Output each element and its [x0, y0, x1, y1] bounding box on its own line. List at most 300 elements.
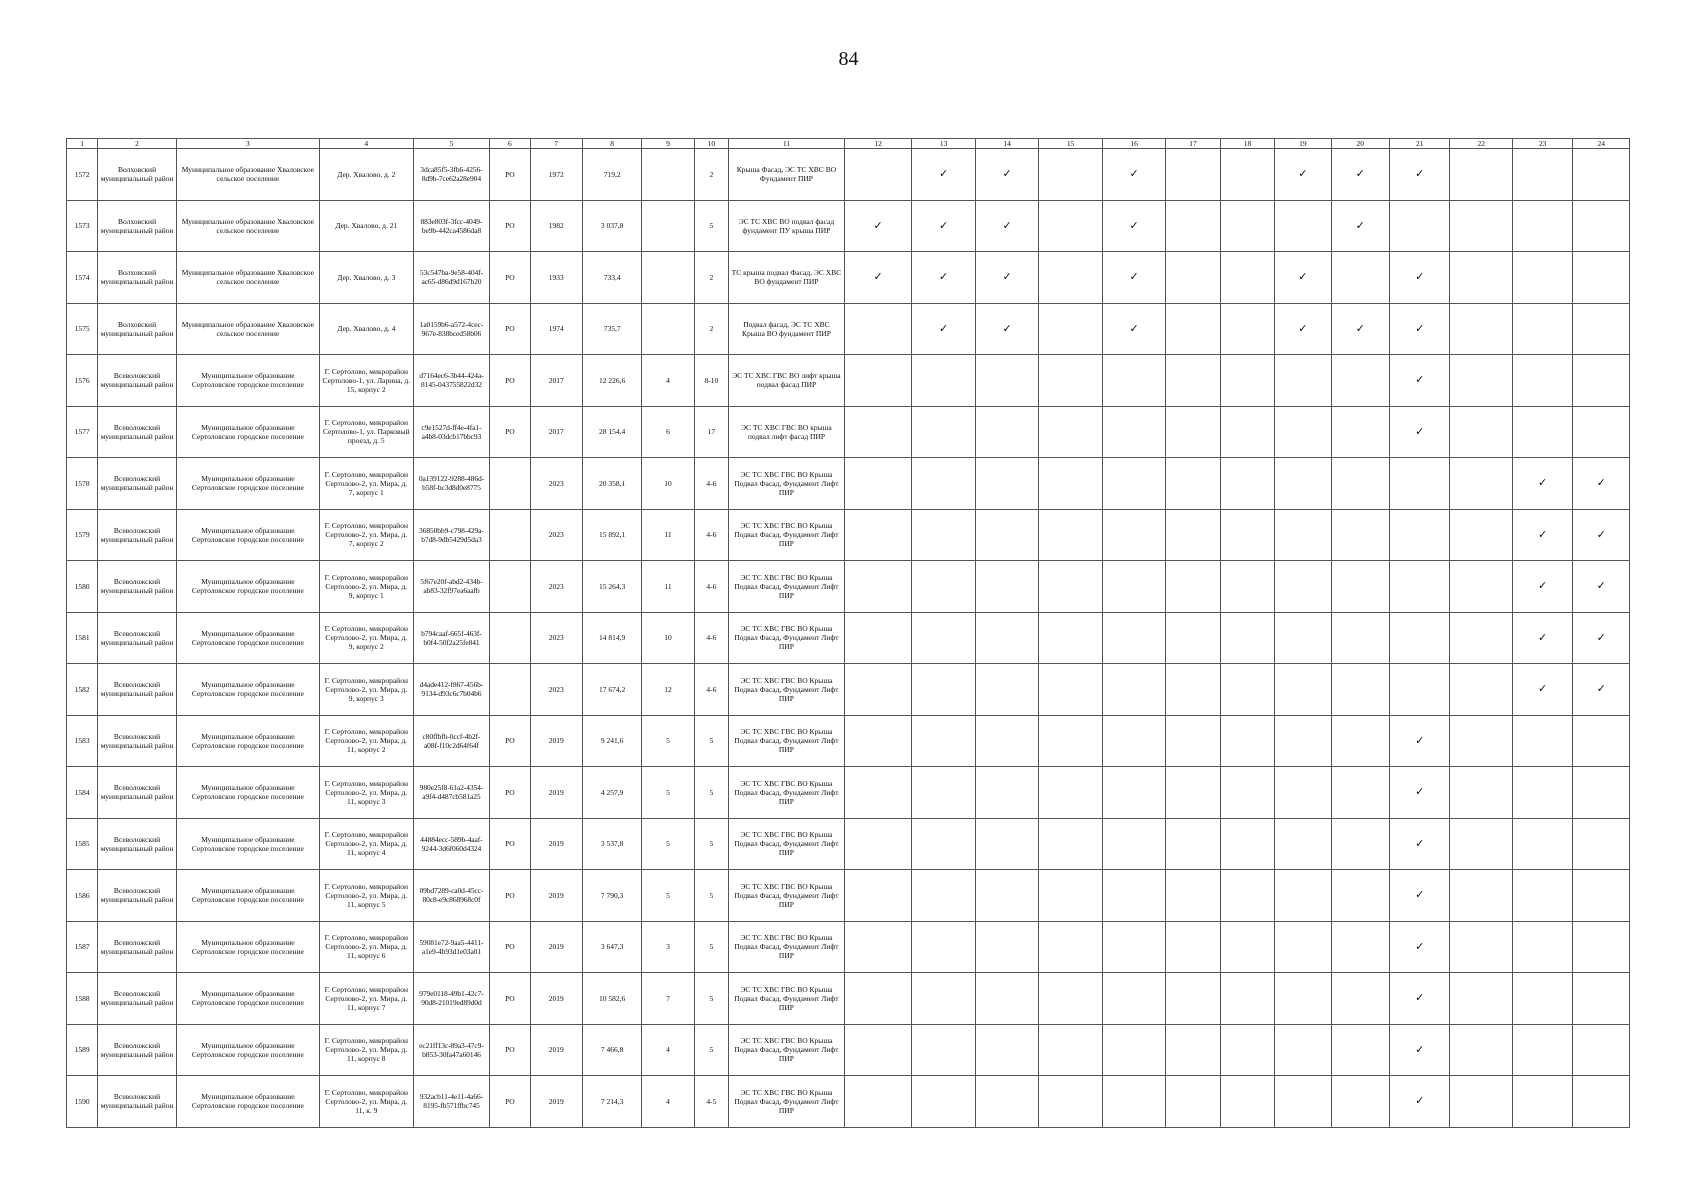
work-type-cell-col-16 — [1102, 870, 1165, 922]
work-type-cell-col-16 — [1102, 303, 1165, 355]
building-guid-cell: 53c547ba-9e58-404f-ac65-d86d9d167b20 — [413, 252, 490, 304]
work-type-cell-col-12 — [844, 303, 912, 355]
work-type-cell-col-17 — [1166, 509, 1220, 561]
work-type-cell-col-22 — [1450, 355, 1512, 407]
district-cell: Всеволожский муниципальный район — [98, 509, 177, 561]
work-type-cell-col-13 — [912, 303, 975, 355]
work-type-cell-col-20 — [1331, 664, 1389, 716]
work-type-cell-col-18 — [1220, 612, 1274, 664]
area-cell: 4 257,9 — [582, 767, 641, 819]
year-built-cell: 1982 — [530, 200, 582, 252]
row-number: 1582 — [67, 664, 98, 716]
work-type-cell-col-23 — [1512, 200, 1572, 252]
work-type-cell-col-20 — [1331, 149, 1389, 201]
floors-cell: 4-6 — [694, 509, 728, 561]
work-type-cell-col-18 — [1220, 252, 1274, 304]
area-cell: 17 674,2 — [582, 664, 641, 716]
table-row — [67, 1076, 1630, 1128]
municipality-cell: Муниципальное образование Сертоловское городское поселение — [176, 509, 319, 561]
check-mark-icon: ✓ — [939, 321, 949, 335]
work-type-cell-col-13 — [912, 921, 975, 973]
works-list-cell: ЭС ТС ХВС ГВС ВО Крыша Подвал Фасад, Фундамент Лифт ПИР — [729, 973, 845, 1025]
work-type-cell-col-12 — [844, 921, 912, 973]
work-type-cell-col-22 — [1450, 664, 1512, 716]
floors-cell: 2 — [694, 303, 728, 355]
work-type-cell-col-17 — [1166, 406, 1220, 458]
area-cell: 7 790,3 — [582, 870, 641, 922]
row-number: 1581 — [67, 612, 98, 664]
area-cell: 28 154,4 — [582, 406, 641, 458]
work-type-cell-col-17 — [1166, 200, 1220, 252]
type-cell: PO — [490, 303, 530, 355]
row-number: 1574 — [67, 252, 98, 304]
district-cell: Всеволожский муниципальный район — [98, 355, 177, 407]
type-cell: PO — [490, 1024, 530, 1076]
works-list-cell: ЭС ТС ХВС ГВС ВО Крыша Подвал Фасад, Фундамент Лифт ПИР — [729, 715, 845, 767]
column-9-cell — [642, 200, 694, 252]
work-type-cell-col-15 — [1039, 664, 1102, 716]
building-guid-cell: 59081e72-9aa5-4411-a1e9-4b93d1e03a01 — [413, 921, 490, 973]
work-type-cell-col-15 — [1039, 252, 1102, 304]
municipality-cell: Муниципальное образование Сертоловское городское поселение — [176, 458, 319, 510]
work-type-cell-col-16 — [1102, 612, 1165, 664]
work-type-cell-col-14 — [975, 1024, 1038, 1076]
type-cell: PO — [490, 921, 530, 973]
check-mark-icon: ✓ — [1298, 167, 1308, 181]
work-type-cell-col-21 — [1390, 458, 1450, 510]
work-type-cell-col-19 — [1275, 767, 1331, 819]
municipality-cell: Муниципальное образование Сертоловское городское поселение — [176, 1076, 319, 1128]
municipality-cell: Муниципальное образование Сертоловское городское поселение — [176, 612, 319, 664]
district-cell: Всеволожский муниципальный район — [98, 715, 177, 767]
work-type-cell-col-21 — [1390, 1076, 1450, 1128]
work-type-cell-col-17 — [1166, 149, 1220, 201]
year-built-cell: 2019 — [530, 973, 582, 1025]
work-type-cell-col-15 — [1039, 561, 1102, 613]
check-mark-icon: ✓ — [1002, 321, 1012, 335]
work-type-cell-col-22 — [1450, 818, 1512, 870]
work-type-cell-col-21 — [1390, 1024, 1450, 1076]
municipality-cell: Муниципальное образование Сертоловское городское поселение — [176, 818, 319, 870]
check-mark-icon: ✓ — [1596, 579, 1606, 593]
area-cell: 9 241,6 — [582, 715, 641, 767]
column-number-header — [67, 139, 1630, 149]
year-built-cell: 2017 — [530, 406, 582, 458]
type-cell: PO — [490, 818, 530, 870]
floors-cell: 8-10 — [694, 355, 728, 407]
type-cell — [490, 664, 530, 716]
work-type-cell-col-13 — [912, 1076, 975, 1128]
work-type-cell-col-15 — [1039, 1024, 1102, 1076]
work-type-cell-col-18 — [1220, 818, 1274, 870]
work-type-cell-col-20 — [1331, 355, 1389, 407]
header-row — [67, 139, 1630, 149]
work-type-cell-col-18 — [1220, 458, 1274, 510]
check-mark-icon: ✓ — [1538, 527, 1548, 541]
district-cell: Всеволожский муниципальный район — [98, 973, 177, 1025]
floors-cell: 2 — [694, 149, 728, 201]
table-row — [67, 664, 1630, 716]
work-type-cell-col-18 — [1220, 149, 1274, 201]
column-9-cell — [642, 149, 694, 201]
area-cell: 12 226,6 — [582, 355, 641, 407]
row-number: 1583 — [67, 715, 98, 767]
work-type-cell-col-23 — [1512, 1076, 1572, 1128]
works-list-cell: ЭС ТС ХВС ГВС ВО лифт крыша подвал фасад ПИР — [729, 355, 845, 407]
work-type-cell-col-21 — [1390, 252, 1450, 304]
district-cell: Всеволожский муниципальный район — [98, 921, 177, 973]
work-type-cell-col-24 — [1573, 200, 1630, 252]
work-type-cell-col-12 — [844, 355, 912, 407]
check-mark-icon: ✓ — [1415, 785, 1425, 799]
year-built-cell: 2023 — [530, 458, 582, 510]
work-type-cell-col-20 — [1331, 921, 1389, 973]
area-cell: 20 358,1 — [582, 458, 641, 510]
floors-cell: 5 — [694, 921, 728, 973]
work-type-cell-col-12 — [844, 149, 912, 201]
work-type-cell-col-12 — [844, 870, 912, 922]
district-cell: Всеволожский муниципальный район — [98, 458, 177, 510]
work-type-cell-col-24 — [1573, 458, 1630, 510]
address-cell: Г. Сертолово, микрорайон Сертолово-2, ул. Мира, д. 9, корпус 2 — [319, 612, 413, 664]
work-type-cell-col-14 — [975, 715, 1038, 767]
work-type-cell-col-13 — [912, 1024, 975, 1076]
page-number: 84 — [838, 48, 859, 70]
work-type-cell-col-15 — [1039, 612, 1102, 664]
work-type-cell-col-22 — [1450, 458, 1512, 510]
work-type-cell-col-13 — [912, 458, 975, 510]
building-guid-cell: c80ffbfb-0ccf-4b2f-a08f-f10c2d64f64f — [413, 715, 490, 767]
check-mark-icon: ✓ — [1355, 321, 1365, 335]
district-cell: Всеволожский муниципальный район — [98, 612, 177, 664]
work-type-cell-col-14 — [975, 355, 1038, 407]
check-mark-icon: ✓ — [1415, 167, 1425, 181]
work-type-cell-col-18 — [1220, 561, 1274, 613]
work-type-cell-col-15 — [1039, 149, 1102, 201]
check-mark-icon: ✓ — [939, 167, 949, 181]
address-cell: Г. Сертолово, микрорайон Сертолово-2, ул. Мира, д. 11, корпус 5 — [319, 870, 413, 922]
building-guid-cell: 3dca85f5-3fb6-4256-8d9b-7ce62a28e904 — [413, 149, 490, 201]
work-type-cell-col-14 — [975, 303, 1038, 355]
floors-cell: 17 — [694, 406, 728, 458]
year-built-cell: 2019 — [530, 1024, 582, 1076]
work-type-cell-col-22 — [1450, 406, 1512, 458]
work-type-cell-col-24 — [1573, 921, 1630, 973]
work-type-cell-col-15 — [1039, 355, 1102, 407]
address-cell: Г. Сертолово, микрорайон Сертолово-2, ул. Мира, д. 11, корпус 4 — [319, 818, 413, 870]
column-9-cell: 5 — [642, 870, 694, 922]
check-mark-icon: ✓ — [1596, 476, 1606, 490]
work-type-cell-col-15 — [1039, 509, 1102, 561]
district-cell: Всеволожский муниципальный район — [98, 870, 177, 922]
work-type-cell-col-23 — [1512, 303, 1572, 355]
work-type-cell-col-23 — [1512, 921, 1572, 973]
work-type-cell-col-22 — [1450, 252, 1512, 304]
column-number-2: 2 — [98, 139, 177, 149]
year-built-cell: 2017 — [530, 355, 582, 407]
work-type-cell-col-20 — [1331, 303, 1389, 355]
work-type-cell-col-23 — [1512, 149, 1572, 201]
work-type-cell-col-15 — [1039, 1076, 1102, 1128]
column-number-1: 1 — [67, 139, 98, 149]
work-type-cell-col-18 — [1220, 1076, 1274, 1128]
work-type-cell-col-16 — [1102, 200, 1165, 252]
address-cell: Г. Сертолово, микрорайон Сертолово-2, ул. Мира, д. 11, корпус 2 — [319, 715, 413, 767]
work-type-cell-col-20 — [1331, 252, 1389, 304]
row-number: 1573 — [67, 200, 98, 252]
work-type-cell-col-13 — [912, 973, 975, 1025]
address-cell: Г. Сертолово, микрорайон Сертолово-2, ул. Мира, д. 11, корпус 7 — [319, 973, 413, 1025]
work-type-cell-col-14 — [975, 406, 1038, 458]
district-cell: Волховский муниципальный район — [98, 252, 177, 304]
work-type-cell-col-14 — [975, 252, 1038, 304]
work-type-cell-col-17 — [1166, 612, 1220, 664]
check-mark-icon: ✓ — [1415, 424, 1425, 438]
work-type-cell-col-24 — [1573, 1076, 1630, 1128]
work-type-cell-col-15 — [1039, 818, 1102, 870]
type-cell: PO — [490, 200, 530, 252]
work-type-cell-col-15 — [1039, 973, 1102, 1025]
floors-cell: 4-6 — [694, 458, 728, 510]
table-row — [67, 149, 1630, 201]
work-type-cell-col-18 — [1220, 509, 1274, 561]
row-number: 1585 — [67, 818, 98, 870]
work-type-cell-col-17 — [1166, 767, 1220, 819]
work-type-cell-col-19 — [1275, 355, 1331, 407]
work-type-cell-col-21 — [1390, 767, 1450, 819]
work-type-cell-col-22 — [1450, 870, 1512, 922]
work-type-cell-col-21 — [1390, 921, 1450, 973]
work-type-cell-col-19 — [1275, 561, 1331, 613]
check-mark-icon: ✓ — [1415, 888, 1425, 902]
work-type-cell-col-13 — [912, 561, 975, 613]
column-number-6: 6 — [490, 139, 530, 149]
work-type-cell-col-14 — [975, 767, 1038, 819]
work-type-cell-col-21 — [1390, 561, 1450, 613]
building-guid-cell: 36850bb9-c798-429a-b7d8-9db5429d5da3 — [413, 509, 490, 561]
row-number: 1577 — [67, 406, 98, 458]
work-type-cell-col-14 — [975, 458, 1038, 510]
check-mark-icon: ✓ — [1298, 321, 1308, 335]
type-cell: PO — [490, 252, 530, 304]
column-number-3: 3 — [176, 139, 319, 149]
work-type-cell-col-22 — [1450, 715, 1512, 767]
work-type-cell-col-18 — [1220, 767, 1274, 819]
column-number-8: 8 — [582, 139, 641, 149]
address-cell: Г. Сертолово, микрорайон Сертолово-2, ул. Мира, д. 11, корпус 8 — [319, 1024, 413, 1076]
check-mark-icon: ✓ — [939, 270, 949, 284]
work-type-cell-col-21 — [1390, 973, 1450, 1025]
type-cell — [490, 612, 530, 664]
work-type-cell-col-12 — [844, 818, 912, 870]
floors-cell: 4-6 — [694, 612, 728, 664]
work-type-cell-col-19 — [1275, 664, 1331, 716]
year-built-cell: 2019 — [530, 767, 582, 819]
check-mark-icon: ✓ — [1415, 1094, 1425, 1108]
work-type-cell-col-21 — [1390, 664, 1450, 716]
work-type-cell-col-15 — [1039, 767, 1102, 819]
check-mark-icon: ✓ — [939, 218, 949, 232]
district-cell: Всеволожский муниципальный район — [98, 1076, 177, 1128]
check-mark-icon: ✓ — [1355, 218, 1365, 232]
column-number-12: 12 — [844, 139, 912, 149]
area-cell: 15 892,1 — [582, 509, 641, 561]
work-type-cell-col-22 — [1450, 509, 1512, 561]
work-type-cell-col-22 — [1450, 149, 1512, 201]
column-number-20: 20 — [1331, 139, 1389, 149]
work-type-cell-col-23 — [1512, 252, 1572, 304]
works-list-cell: ЭС ТС ХВС ГВС ВО крыша подвал лифт фасад ПИР — [729, 406, 845, 458]
works-list-cell: ЭС ТС ХВС ГВС ВО Крыша Подвал Фасад, Фундамент Лифт ПИР — [729, 458, 845, 510]
works-list-cell: ЭС ТС ХВС ГВС ВО Крыша Подвал Фасад, Фундамент Лифт ПИР — [729, 612, 845, 664]
type-cell: PO — [490, 1076, 530, 1128]
work-type-cell-col-13 — [912, 767, 975, 819]
check-mark-icon: ✓ — [1129, 167, 1139, 181]
table-row — [67, 612, 1630, 664]
building-guid-cell: 980e25f8-61a2-4354-a9f4-d487cb581a25 — [413, 767, 490, 819]
work-type-cell-col-14 — [975, 664, 1038, 716]
work-type-cell-col-17 — [1166, 458, 1220, 510]
column-9-cell: 5 — [642, 818, 694, 870]
address-cell: Г. Сертолово, микрорайон Сертолово-1, ул. Парковый проезд, д. 5 — [319, 406, 413, 458]
row-number: 1588 — [67, 973, 98, 1025]
work-type-cell-col-17 — [1166, 818, 1220, 870]
area-cell: 10 582,6 — [582, 973, 641, 1025]
work-type-cell-col-21 — [1390, 355, 1450, 407]
work-type-cell-col-16 — [1102, 355, 1165, 407]
work-type-cell-col-23 — [1512, 973, 1572, 1025]
work-type-cell-col-21 — [1390, 200, 1450, 252]
register-body — [67, 149, 1630, 1128]
work-type-cell-col-16 — [1102, 818, 1165, 870]
work-type-cell-col-24 — [1573, 252, 1630, 304]
work-type-cell-col-13 — [912, 715, 975, 767]
table-row — [67, 252, 1630, 304]
work-type-cell-col-16 — [1102, 149, 1165, 201]
district-cell: Волховский муниципальный район — [98, 149, 177, 201]
column-number-13: 13 — [912, 139, 975, 149]
work-type-cell-col-13 — [912, 612, 975, 664]
floors-cell: 5 — [694, 973, 728, 1025]
column-number-7: 7 — [530, 139, 582, 149]
work-type-cell-col-20 — [1331, 509, 1389, 561]
column-number-15: 15 — [1039, 139, 1102, 149]
area-cell: 719,2 — [582, 149, 641, 201]
row-number: 1587 — [67, 921, 98, 973]
floors-cell: 5 — [694, 715, 728, 767]
area-cell: 7 214,3 — [582, 1076, 641, 1128]
floors-cell: 5 — [694, 818, 728, 870]
work-type-cell-col-21 — [1390, 818, 1450, 870]
row-number: 1584 — [67, 767, 98, 819]
work-type-cell-col-19 — [1275, 1076, 1331, 1128]
year-built-cell: 1933 — [530, 252, 582, 304]
work-type-cell-col-12 — [844, 1024, 912, 1076]
check-mark-icon: ✓ — [1596, 527, 1606, 541]
type-cell — [490, 509, 530, 561]
address-cell: Г. Сертолово, микрорайон Сертолово-2, ул. Мира, д. 7, корпус 2 — [319, 509, 413, 561]
floors-cell: 5 — [694, 767, 728, 819]
building-guid-cell: 1a0159b6-a572-4cec-967e-838bced58b06 — [413, 303, 490, 355]
work-type-cell-col-22 — [1450, 303, 1512, 355]
work-type-cell-col-22 — [1450, 200, 1512, 252]
work-type-cell-col-15 — [1039, 406, 1102, 458]
column-9-cell: 10 — [642, 458, 694, 510]
floors-cell: 5 — [694, 870, 728, 922]
building-guid-cell: 932acb11-4e11-4a66-8195-fb571ffbc745 — [413, 1076, 490, 1128]
municipality-cell: Муниципальное образование Сертоловское городское поселение — [176, 973, 319, 1025]
address-cell: Г. Сертолово, микрорайон Сертолово-2, ул. Мира, д. 11, корпус 6 — [319, 921, 413, 973]
work-type-cell-col-19 — [1275, 406, 1331, 458]
year-built-cell: 1974 — [530, 303, 582, 355]
work-type-cell-col-19 — [1275, 870, 1331, 922]
column-9-cell: 6 — [642, 406, 694, 458]
work-type-cell-col-22 — [1450, 612, 1512, 664]
table-row — [67, 818, 1630, 870]
column-9-cell: 10 — [642, 612, 694, 664]
check-mark-icon: ✓ — [1415, 1042, 1425, 1056]
column-number-23: 23 — [1512, 139, 1572, 149]
work-type-cell-col-22 — [1450, 921, 1512, 973]
work-type-cell-col-22 — [1450, 561, 1512, 613]
work-type-cell-col-19 — [1275, 921, 1331, 973]
area-cell: 733,4 — [582, 252, 641, 304]
work-type-cell-col-13 — [912, 355, 975, 407]
work-type-cell-col-15 — [1039, 303, 1102, 355]
municipality-cell: Муниципальное образование Хваловское сельское поселение — [176, 252, 319, 304]
work-type-cell-col-19 — [1275, 200, 1331, 252]
check-mark-icon: ✓ — [1538, 476, 1548, 490]
column-number-22: 22 — [1450, 139, 1512, 149]
municipality-cell: Муниципальное образование Сертоловское городское поселение — [176, 406, 319, 458]
year-built-cell: 2019 — [530, 715, 582, 767]
work-type-cell-col-15 — [1039, 458, 1102, 510]
year-built-cell: 2023 — [530, 664, 582, 716]
building-guid-cell: b794caaf-665f-463f-b0f4-50f2a25fe841 — [413, 612, 490, 664]
check-mark-icon: ✓ — [1415, 836, 1425, 850]
type-cell: PO — [490, 715, 530, 767]
work-type-cell-col-19 — [1275, 973, 1331, 1025]
work-type-cell-col-12 — [844, 767, 912, 819]
work-type-cell-col-12 — [844, 612, 912, 664]
work-type-cell-col-12 — [844, 1076, 912, 1128]
work-type-cell-col-14 — [975, 973, 1038, 1025]
work-type-cell-col-17 — [1166, 252, 1220, 304]
table-row — [67, 561, 1630, 613]
row-number: 1590 — [67, 1076, 98, 1128]
year-built-cell: 2019 — [530, 921, 582, 973]
type-cell — [490, 458, 530, 510]
works-list-cell: ЭС ТС ХВС ГВС ВО Крыша Подвал Фасад, Фундамент Лифт ПИР — [729, 767, 845, 819]
work-type-cell-col-20 — [1331, 561, 1389, 613]
table-row — [67, 200, 1630, 252]
work-type-cell-col-20 — [1331, 870, 1389, 922]
work-type-cell-col-13 — [912, 406, 975, 458]
type-cell: PO — [490, 355, 530, 407]
work-type-cell-col-16 — [1102, 921, 1165, 973]
municipality-cell: Муниципальное образование Сертоловское городское поселение — [176, 715, 319, 767]
work-type-cell-col-19 — [1275, 303, 1331, 355]
work-type-cell-col-22 — [1450, 1076, 1512, 1128]
address-cell: Г. Сертолово, микрорайон Сертолово-2, ул. Мира, д. 7, корпус 1 — [319, 458, 413, 510]
column-9-cell: 3 — [642, 921, 694, 973]
column-number-21: 21 — [1390, 139, 1450, 149]
work-type-cell-col-21 — [1390, 870, 1450, 922]
address-cell: Г. Сертолово, микрорайон Сертолово-2, ул. Мира, д. 11, к. 9 — [319, 1076, 413, 1128]
work-type-cell-col-19 — [1275, 458, 1331, 510]
works-list-cell: ЭС ТС ХВС ГВС ВО Крыша Подвал Фасад, Фундамент Лифт ПИР — [729, 664, 845, 716]
work-type-cell-col-24 — [1573, 767, 1630, 819]
